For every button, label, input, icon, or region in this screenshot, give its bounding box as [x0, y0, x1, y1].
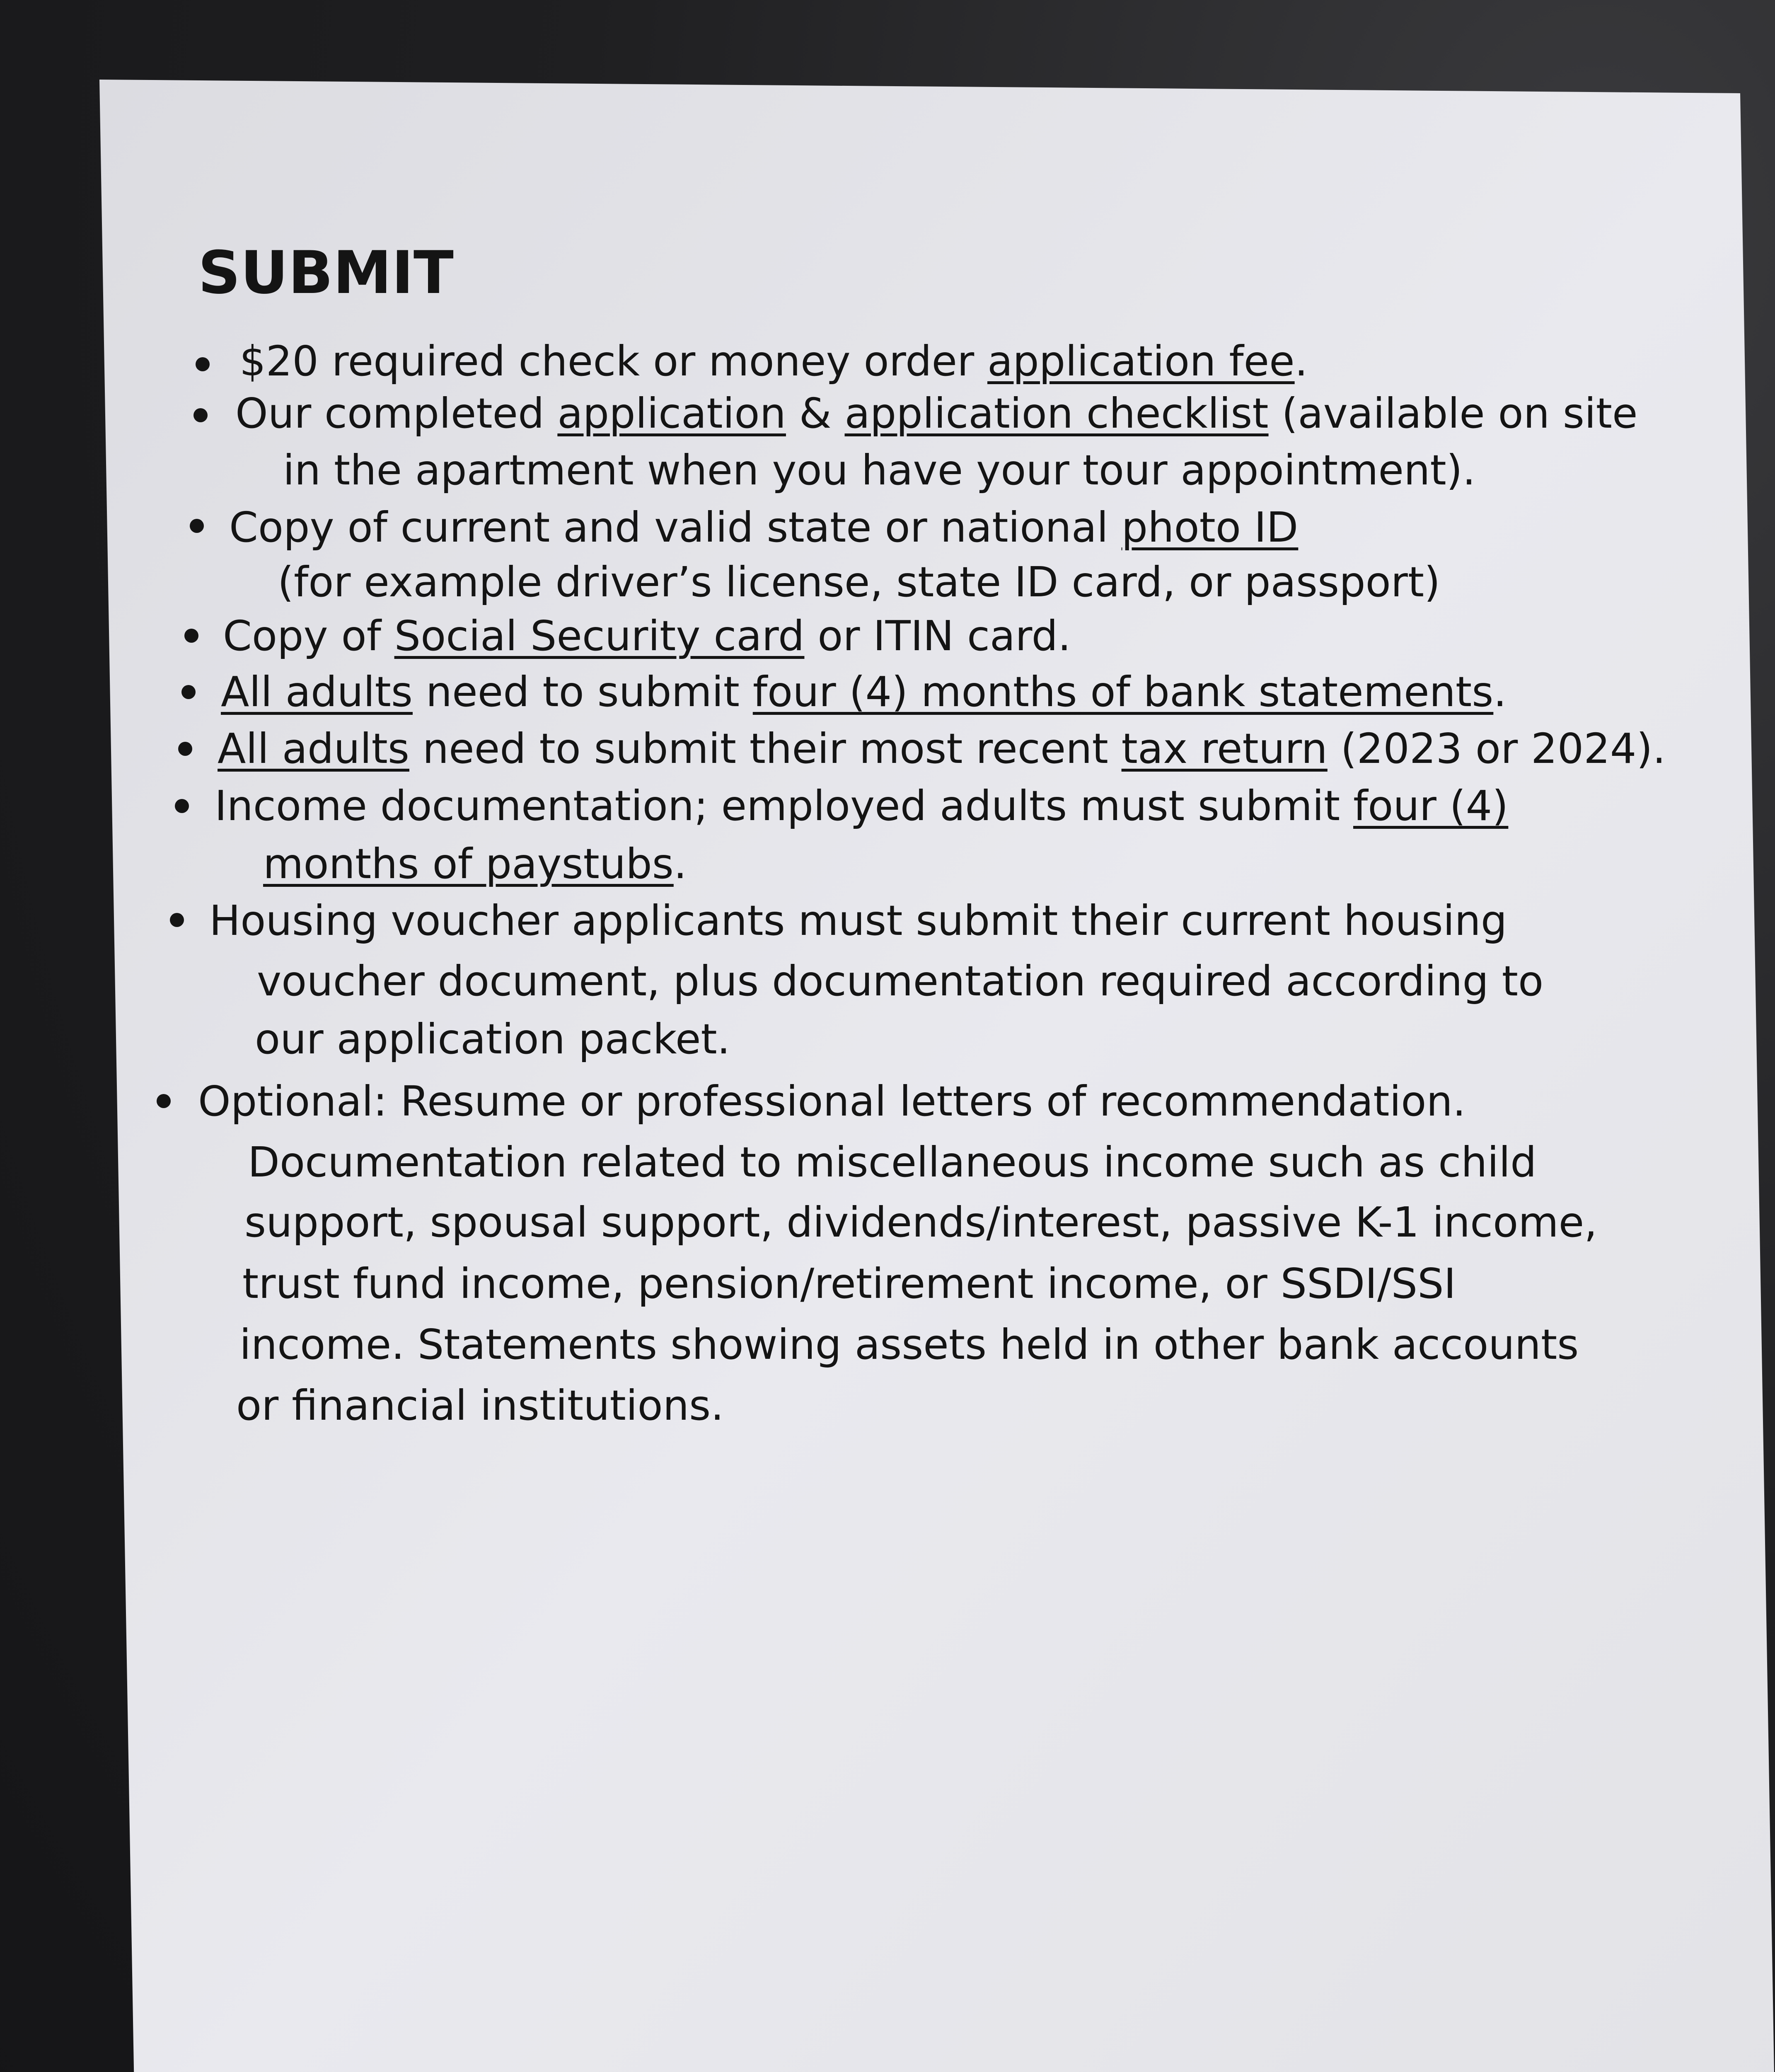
item-text: Documentation related to miscellaneous income such as child: [248, 1138, 1537, 1186]
item-text: .: [1493, 668, 1507, 716]
item-text: voucher document, plus documentation required according to: [257, 957, 1544, 1005]
list-item-continuation: [257, 957, 1544, 1005]
bullet-icon: [196, 357, 210, 371]
item-text: Our completed: [235, 389, 558, 438]
underlined-text: tax return: [1121, 724, 1328, 773]
list-item: [218, 724, 1666, 773]
bullet-icon: [181, 685, 196, 699]
list-item: [223, 612, 1071, 660]
underlined-text: photo ID: [1121, 503, 1299, 552]
item-text: Housing voucher applicants must submit their current housing: [209, 896, 1507, 945]
list-item: [215, 782, 1509, 830]
item-text: .: [673, 840, 687, 888]
page-title: SUBMIT: [198, 239, 454, 307]
item-text: support, spousal support, dividends/interest, passive K-1 income,: [244, 1198, 1598, 1247]
list-item: [239, 337, 1308, 385]
underlined-text: application fee: [987, 337, 1295, 385]
list-item-continuation: [244, 1198, 1598, 1247]
item-text: or ITIN card.: [804, 612, 1071, 660]
list-item-continuation: [283, 446, 1476, 494]
list-item: [198, 1077, 1466, 1126]
list-item: [221, 668, 1507, 716]
list-item-continuation: [242, 1259, 1456, 1308]
bullet-icon: [175, 799, 189, 813]
item-text: need to submit: [413, 668, 753, 716]
item-text: Copy of: [223, 612, 394, 660]
underlined-text: four (4) months of bank statements: [752, 668, 1494, 716]
list-item-continuation: [255, 1015, 730, 1063]
item-text: &: [786, 389, 845, 438]
list-item-continuation: [278, 558, 1441, 606]
item-text: Income documentation; employed adults must submit: [215, 782, 1353, 830]
list-item-continuation: [248, 1138, 1537, 1186]
item-text: .: [1294, 337, 1308, 385]
item-text: $20 required check or money order: [239, 337, 987, 385]
list-item-continuation: [236, 1381, 724, 1430]
item-text: need to submit their most recent: [409, 724, 1122, 773]
item-text: (available on site: [1268, 389, 1638, 438]
item-text: in the apartment when you have your tour appointment).: [283, 446, 1476, 494]
bullet-icon: [178, 742, 192, 756]
list-item: [235, 389, 1638, 438]
item-text: income. Statements showing assets held in other bank accounts: [239, 1320, 1579, 1369]
item-text: (for example driver’s license, state ID card, or passport): [278, 558, 1441, 606]
item-text: or financial institutions.: [236, 1381, 724, 1430]
bullet-icon: [184, 629, 198, 643]
underlined-text: application: [557, 389, 786, 438]
underlined-text: All adults: [218, 724, 409, 773]
item-text: Copy of current and valid state or national: [229, 503, 1122, 552]
bullet-icon: [193, 408, 208, 422]
list-item: [229, 503, 1299, 552]
bullet-icon: [190, 519, 204, 533]
item-text: trust fund income, pension/retirement income, or SSDI/SSI: [242, 1259, 1456, 1308]
underlined-text: months of paystubs: [263, 840, 674, 888]
list-item-continuation: [239, 1320, 1579, 1369]
item-text: Optional: Resume or professional letters of recommendation.: [198, 1077, 1466, 1126]
list-item: [209, 896, 1507, 945]
underlined-text: four (4): [1353, 782, 1509, 830]
underlined-text: application checklist: [844, 389, 1269, 438]
underlined-text: Social Security card: [394, 612, 805, 660]
list-item-continuation: [263, 840, 687, 888]
bullet-icon: [170, 913, 184, 927]
underlined-text: All adults: [221, 668, 413, 716]
item-text: our application packet.: [255, 1015, 730, 1063]
bullet-icon: [157, 1094, 171, 1108]
item-text: (2023 or 2024).: [1327, 724, 1666, 773]
